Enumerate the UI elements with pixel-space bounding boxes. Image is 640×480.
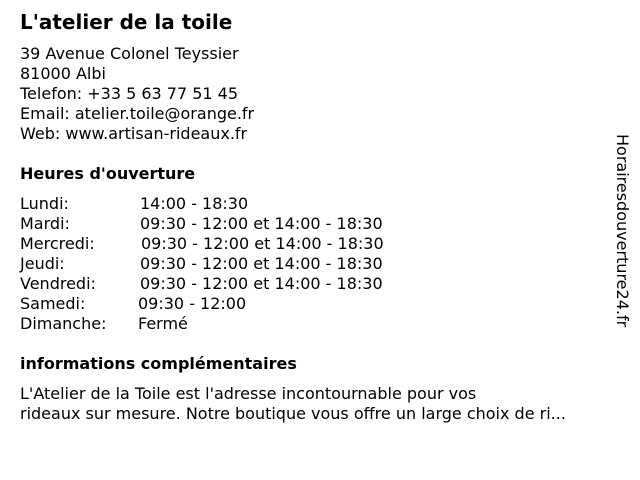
day-label: Lundi:: [20, 194, 69, 213]
day-label: Jeudi:: [20, 254, 65, 273]
additional-info-heading: informations complémentaires: [20, 354, 297, 373]
opening-hours-heading: Heures d'ouverture: [20, 164, 196, 183]
web-line: Web: www.artisan-rideaux.fr: [20, 124, 248, 143]
business-name: L'atelier de la toile: [20, 10, 233, 34]
phone-line: Telefon: +33 5 63 77 51 45: [20, 84, 239, 103]
time-value: 09:30 - 12:00 et 14:00 - 18:30: [141, 234, 384, 253]
watermark-text: Horairesdouverture24.fr: [613, 134, 632, 328]
time-value: 14:00 - 18:30: [140, 194, 249, 213]
time-value: 09:30 - 12:00: [138, 294, 247, 313]
info-line-1: L'Atelier de la Toile est l'adresse incontournable pour vos: [20, 384, 477, 403]
time-value: Fermé: [138, 314, 188, 333]
address-street: 39 Avenue Colonel Teyssier: [20, 44, 239, 63]
day-label: Vendredi:: [20, 274, 96, 293]
day-label: Mardi:: [20, 214, 70, 233]
address-city: 81000 Albi: [20, 64, 106, 83]
info-line-2: rideaux sur mesure. Notre boutique vous offre un large choix de ri...: [20, 404, 566, 423]
day-label: Mercredi:: [20, 234, 95, 253]
email-line: Email: atelier.toile@orange.fr: [20, 104, 255, 123]
day-label: Samedi:: [20, 294, 86, 313]
additional-info-text: [20, 384, 566, 424]
time-value: 09:30 - 12:00 et 14:00 - 18:30: [140, 254, 383, 273]
contact-block: [20, 44, 254, 144]
time-value: 09:30 - 12:00 et 14:00 - 18:30: [140, 274, 383, 293]
source-watermark: [612, 134, 632, 348]
day-label: Dimanche:: [20, 314, 107, 333]
time-value: 09:30 - 12:00 et 14:00 - 18:30: [140, 214, 383, 233]
